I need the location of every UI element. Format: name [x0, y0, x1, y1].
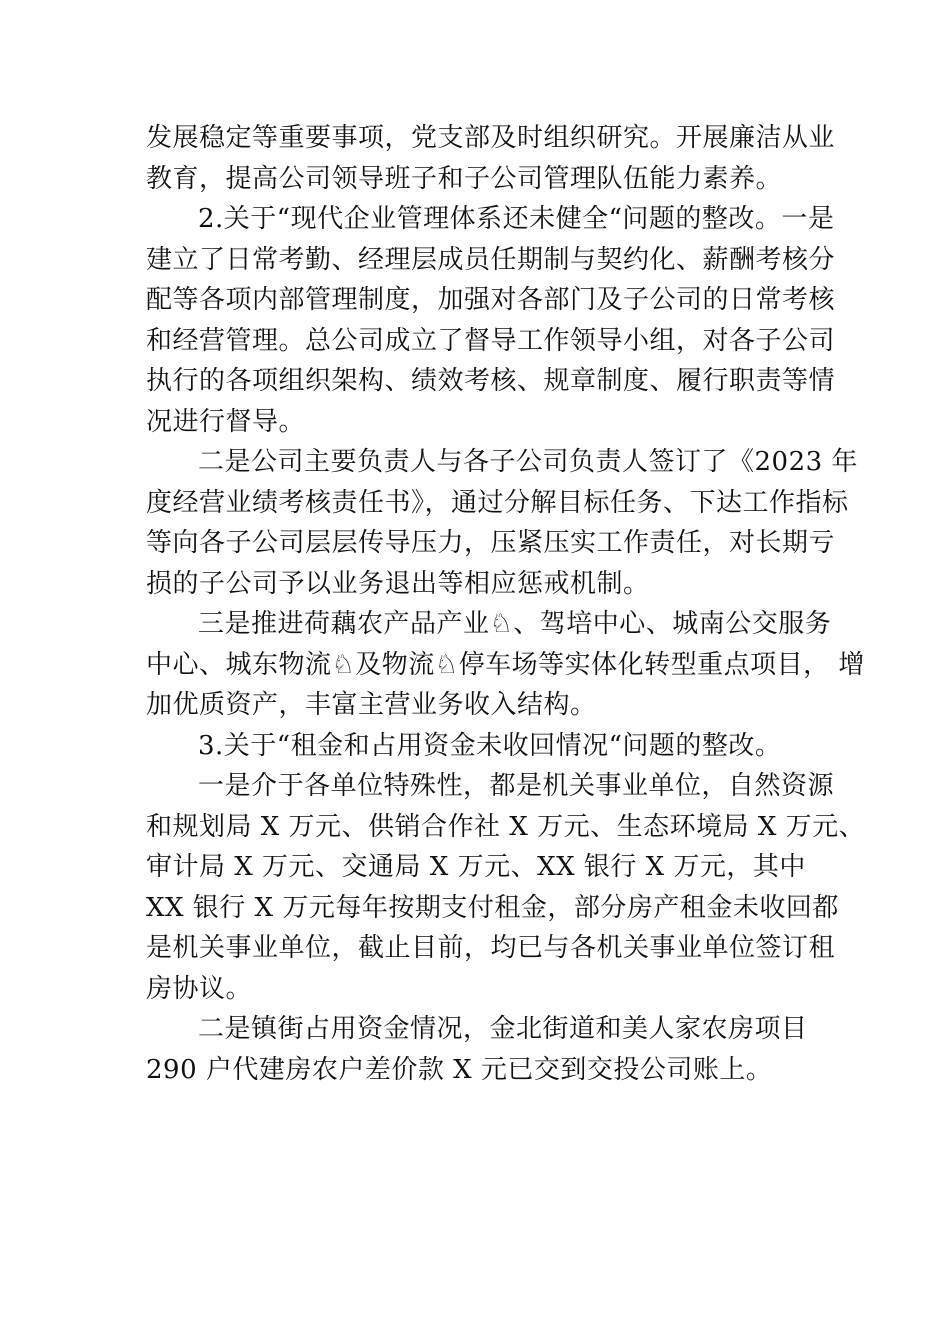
text-line: 损的子公司予以业务退出等相应惩戒机制。 [146, 568, 650, 599]
text-line: 加优质资产，丰富主营业务收入结构。 [146, 690, 597, 720]
text-line: 三是推进荷藕农产品产业♘、驾培中心、城南公交服务 [198, 609, 832, 639]
paragraph [146, 1009, 826, 1090]
paragraph [146, 118, 836, 199]
text-line: 等向各子公司层层传导压力，压紧压实工作责任，对长期亏 [146, 528, 836, 558]
text-line: 3.关于“租金和占用资金未收回情况“问题的整改。 [198, 730, 782, 761]
text-line: 教育，提高公司领导班子和子公司管理队伍能力素养。 [146, 163, 783, 194]
text-line: XX 银行 X 万元每年按期支付租金，部分房产租金未收回都 [146, 892, 839, 923]
text-line: 房协议。 [146, 973, 253, 1004]
text-line: 执行的各项组织架构、绩效考核、规章制度、履行职责等情 [146, 366, 836, 396]
text-line: 配等各项内部管理制度，加强对各部门及子公司的日常考核 [146, 285, 836, 315]
text-line: 和规划局 X 万元、供销合作社 X 万元、生态环境局 X 万元、 [146, 811, 866, 842]
paragraph [146, 199, 836, 442]
document-body [146, 118, 866, 1090]
text-line: 审计局 X 万元、交通局 X 万元、XX 银行 X 万元，其中 [146, 852, 806, 882]
paragraph [146, 766, 866, 1009]
text-line: 建立了日常考勤、经理层成员任期制与契约化、薪酬考核分 [146, 244, 836, 275]
text-line: 290 户代建房农户差价款 X 元已交到交投公司账上。 [146, 1054, 773, 1085]
text-line: 发展稳定等重要事项，党支部及时组织研究。开展廉洁从业 [146, 123, 836, 153]
text-line: 二是镇街占用资金情况，金北街道和美人家农房项目 [198, 1014, 808, 1044]
paragraph [146, 726, 826, 767]
text-line: 度经营业绩考核责任书》，通过分解目标任务、下达工作指标 [146, 487, 849, 518]
text-line: 二是公司主要负责人与各子公司负责人签订了《2023 年 [198, 447, 858, 477]
text-line: 况进行督导。 [146, 406, 306, 437]
text-line: 和经营管理。总公司成立了督导工作领导小组，对各子公司 [146, 325, 836, 356]
paragraph [146, 442, 858, 604]
text-line: 一是介于各单位特殊性，都是机关事业单位，自然资源 [198, 771, 835, 801]
text-line: 中心、城东物流♘及物流♘停车场等实体化转型重点项目， 增 [146, 649, 865, 680]
paragraph [146, 604, 865, 726]
text-line: 2.关于“现代企业管理体系还未健全“问题的整改。一是 [198, 204, 835, 234]
text-line: 是机关事业单位，截止目前，均已与各机关事业单位签订租 [146, 933, 836, 963]
